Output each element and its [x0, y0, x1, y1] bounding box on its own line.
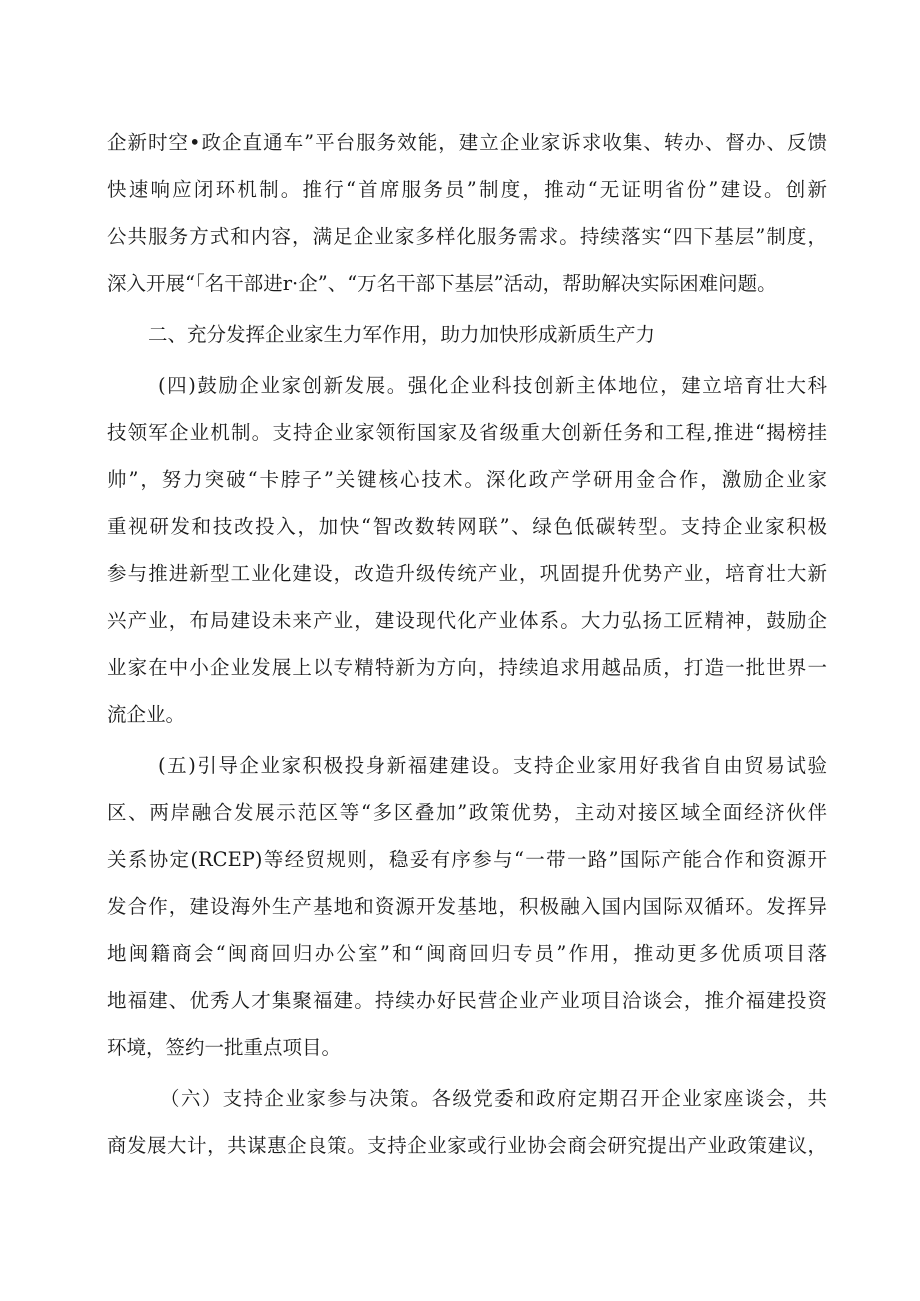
paragraph-line: 地福建、优秀人才集聚福建。持续办好民营企业产业项目洽谈会，推介福建投资 [107, 989, 827, 1012]
paragraph-line: 企新时空•政企直通车”平台服务效能，建立企业家诉求收集、转办、督办、反馈 [107, 131, 827, 154]
paragraph-line: 参与推进新型工业化建设，改造升级传统产业，巩固提升优势产业，培育壮大新 [107, 562, 827, 585]
paragraph-line: (四)鼓励企业家创新发展。强化企业科技创新主体地位，建立培育壮大科 [158, 374, 827, 397]
paragraph-line: （六）支持企业家参与决策。各级党委和政府定期召开企业家座谈会，共 [160, 1087, 827, 1110]
paragraph-line: 环境，签约一批重点项目。 [107, 1036, 342, 1059]
paragraph-line: 快速响应闭环机制。推行“首席服务员”制度，推动“无证明省份”建设。创新 [107, 178, 827, 201]
paragraph-line: 帅”，努力突破“卡脖子”关键核心技术。深化政产学研用金合作，激励企业家 [107, 468, 827, 491]
paragraph-line: 商发展大计，共谋惠企良策。支持企业家或行业协会商会研究提出产业政策建议， [107, 1134, 827, 1157]
paragraph-line: 地闽籍商会“闽商回归办公室”和“闽商回归专员”作用，推动更多优质项目落 [107, 942, 827, 965]
paragraph-line: (五)引导企业家积极投身新福建建设。支持企业家用好我省自由贸易试验 [158, 754, 827, 777]
section-heading: 二、充分发挥企业家生力军作用，助力加快形成新质生产力 [148, 323, 656, 346]
paragraph-line: 兴产业，布局建设未来产业，建设现代化产业体系。大力弘扬工匠精神，鼓励企 [107, 609, 827, 632]
paragraph-line: 区、两岸融合发展示范区等“多区叠加”政策优势，主动对接区域全面经济伙伴 [107, 801, 827, 824]
paragraph-line: 公共服务方式和内容，满足企业家多样化服务需求。持续落实“四下基层”制度， [107, 225, 827, 248]
paragraph-line: 发合作，建设海外生产基地和资源开发基地，积极融入国内国际双循环。发挥异 [107, 895, 827, 918]
paragraph-line: 流企业。 [107, 703, 186, 726]
paragraph-line: 关系协定(RCEP)等经贸规则，稳妥有序参与“一带一路”国际产能合作和资源开 [107, 848, 827, 871]
paragraph-line: 重视研发和技改投入，加快“智改数转网联”、绿色低碳转型。支持企业家积极 [107, 515, 827, 538]
paragraph-line: 深入开展“「名干部进r·企”、“万名干部下基层”活动，帮助解决实际困难问题。 [107, 272, 777, 295]
paragraph-line: 业家在中小企业发展上以专精特新为方向，持续追求用越品质，打造一批世界一 [107, 656, 827, 679]
paragraph-line: 技领军企业机制。支持企业家领衔国家及省级重大创新任务和工程,推进“揭榜挂 [107, 421, 827, 444]
